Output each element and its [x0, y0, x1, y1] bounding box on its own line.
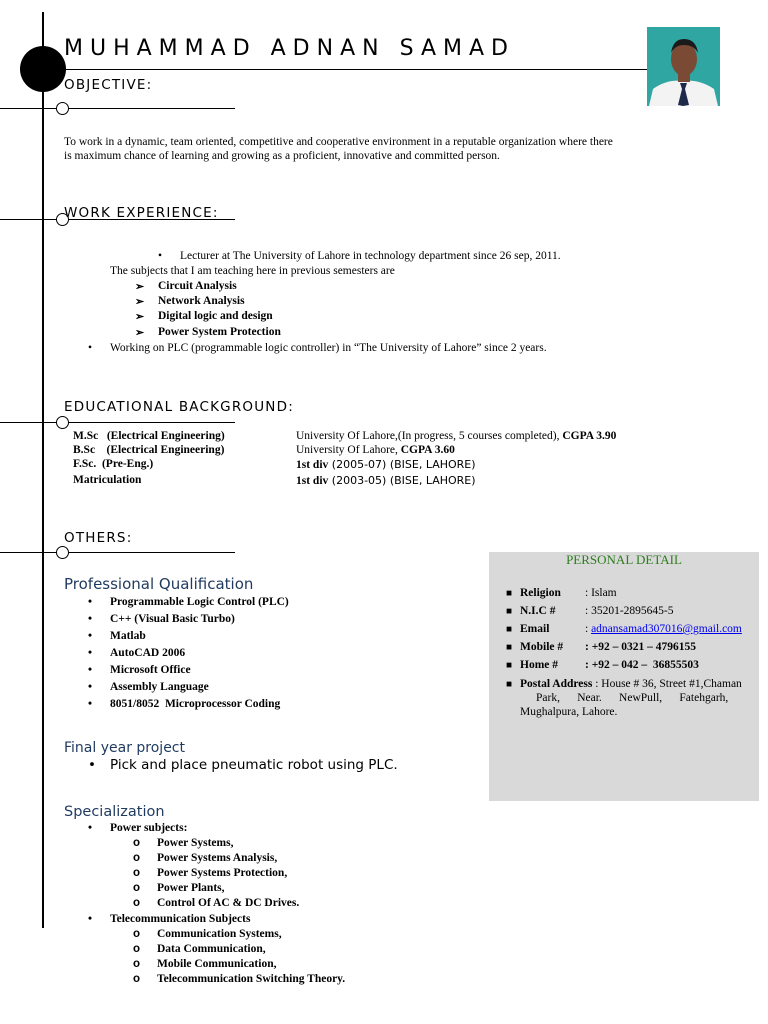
- telecom-subject-item: o Mobile Communication,: [157, 958, 276, 970]
- telecom-subject-item: o Data Communication,: [157, 943, 266, 955]
- email-prefix: :: [585, 623, 592, 635]
- postal-line-2: Park, Near. NewPull, Fatehgarh,: [536, 692, 729, 704]
- edu-grade: CGPA 3.90: [562, 430, 617, 442]
- power-subject-item: o Control Of AC & DC Drives.: [157, 897, 299, 909]
- subject-item: ➢ Network Analysis: [158, 295, 245, 307]
- edu-degree: M.Sc (Electrical Engineering): [73, 430, 225, 442]
- home-label: ■ Home #: [520, 659, 558, 671]
- edu-div-details: (2005-07) (BISE, LAHORE): [328, 458, 476, 471]
- prof-qual-item: • Programmable Logic Control (PLC): [110, 596, 289, 608]
- edu-div-details: (2003-05) (BISE, LAHORE): [328, 474, 476, 487]
- power-subject-item: o Power Plants,: [157, 882, 225, 894]
- fyp-heading: Final year project: [64, 740, 185, 756]
- name-underline: [20, 69, 665, 70]
- power-subject-item: o Power Systems Analysis,: [157, 852, 277, 864]
- education-heading: EDUCATIONAL BACKGROUND:: [64, 399, 294, 415]
- work-item-subjects-intro: The subjects that I am teaching here in previous semesters are: [110, 265, 395, 277]
- edu-division: [296, 474, 476, 487]
- work-item-plc: • Working on PLC (programmable logic controller) in “The University of Lahore” since 2 years.: [110, 342, 547, 354]
- subject-item: ➢ Circuit Analysis: [158, 280, 237, 292]
- postal-line-3: Mughalpura, Lahore.: [520, 706, 618, 718]
- edu-institution: [296, 430, 616, 442]
- mobile-label: ■ Mobile #: [520, 641, 563, 653]
- religion-label: ■ Religion: [520, 587, 561, 599]
- email-label: ■ Email: [520, 623, 549, 635]
- edu-grade: CGPA 3.60: [400, 444, 455, 456]
- power-subject-item: o Power Systems,: [157, 837, 233, 849]
- personal-detail-title: PERSONAL DETAIL: [566, 552, 682, 567]
- edu-division: [296, 458, 476, 471]
- prof-qual-item: • 8051/8052 Microprocessor Coding: [110, 698, 280, 710]
- work-item-lecturer: • Lecturer at The University of Lahore in technology department since 26 sep, 2011.: [180, 250, 561, 262]
- telecom-subject-item: o Telecommunication Switching Theory.: [157, 973, 345, 985]
- mobile-value: : +92 – 0321 – 4796155: [585, 641, 697, 653]
- power-subjects-heading: • Power subjects:: [110, 822, 187, 834]
- subject-item: ➢ Power System Protection: [158, 326, 281, 338]
- edu-degree: Matriculation: [73, 474, 142, 486]
- edu-div-label: 1st div: [296, 459, 329, 471]
- edu-degree: B.Sc (Electrical Engineering): [73, 444, 225, 456]
- prof-qual-item: • Matlab: [110, 630, 146, 642]
- prof-qual-heading: Professional Qualification: [64, 575, 254, 593]
- nic-value: : 35201-2895645-5: [585, 605, 674, 617]
- postal-address: [520, 678, 758, 690]
- telecom-subject-item: o Communication Systems,: [157, 928, 282, 940]
- prof-qual-item: • Assembly Language: [110, 681, 209, 693]
- edu-institution-text: University Of Lahore,(In progress, 5 courses completed),: [296, 430, 563, 442]
- home-value: : +92 – 042 – 36855503: [585, 659, 699, 671]
- timeline-dot-education: [56, 416, 69, 429]
- timeline-vertical-line: [42, 12, 44, 928]
- objective-rule: [0, 108, 235, 109]
- postal-line-1: : House # 36, Street #1,Chaman: [592, 678, 742, 690]
- edu-institution-text: University Of Lahore,: [296, 444, 401, 456]
- profile-photo: [647, 27, 720, 106]
- edu-institution: [296, 444, 455, 456]
- objective-heading: OBJECTIVE:: [64, 77, 153, 93]
- prof-qual-item: • C++ (Visual Basic Turbo): [110, 613, 235, 625]
- postal-label: Postal Address: [520, 678, 593, 690]
- power-subject-item: o Power Systems Protection,: [157, 867, 287, 879]
- others-heading: OTHERS:: [64, 530, 133, 546]
- religion-value: : Islam: [585, 587, 617, 599]
- work-heading: WORK EXPERIENCE:: [64, 205, 219, 221]
- timeline-dot-others: [56, 546, 69, 559]
- personal-detail-box: [489, 552, 759, 801]
- prof-qual-item: • Microsoft Office: [110, 664, 191, 676]
- candidate-name: MUHAMMAD ADNAN SAMAD: [64, 36, 515, 61]
- person-photo-icon: [647, 27, 720, 106]
- edu-degree: F.Sc. (Pre-Eng.): [73, 458, 154, 470]
- email-value: [585, 623, 742, 635]
- specialization-heading: Specialization: [64, 804, 165, 820]
- nic-label: ■ N.I.C #: [520, 605, 555, 617]
- subject-item: ➢ Digital logic and design: [158, 310, 273, 322]
- objective-line-2: is maximum chance of learning and growing as a proficient, innovative and committed person.: [64, 150, 500, 162]
- telecom-subjects-heading: • Telecommunication Subjects: [110, 913, 250, 925]
- objective-text: [64, 135, 724, 163]
- edu-rule: [0, 422, 235, 423]
- fyp-item: • Pick and place pneumatic robot using PLC.: [110, 757, 398, 773]
- objective-line-1: To work in a dynamic, team oriented, competitive and cooperative environment in a reputable organization where there: [64, 136, 613, 148]
- email-link[interactable]: adnansamad307016@gmail.com: [591, 623, 742, 635]
- prof-qual-item: • AutoCAD 2006: [110, 647, 185, 659]
- edu-div-label: 1st div: [296, 475, 329, 487]
- others-rule: [0, 552, 235, 553]
- timeline-big-dot: [20, 46, 66, 92]
- timeline-dot-objective: [56, 102, 69, 115]
